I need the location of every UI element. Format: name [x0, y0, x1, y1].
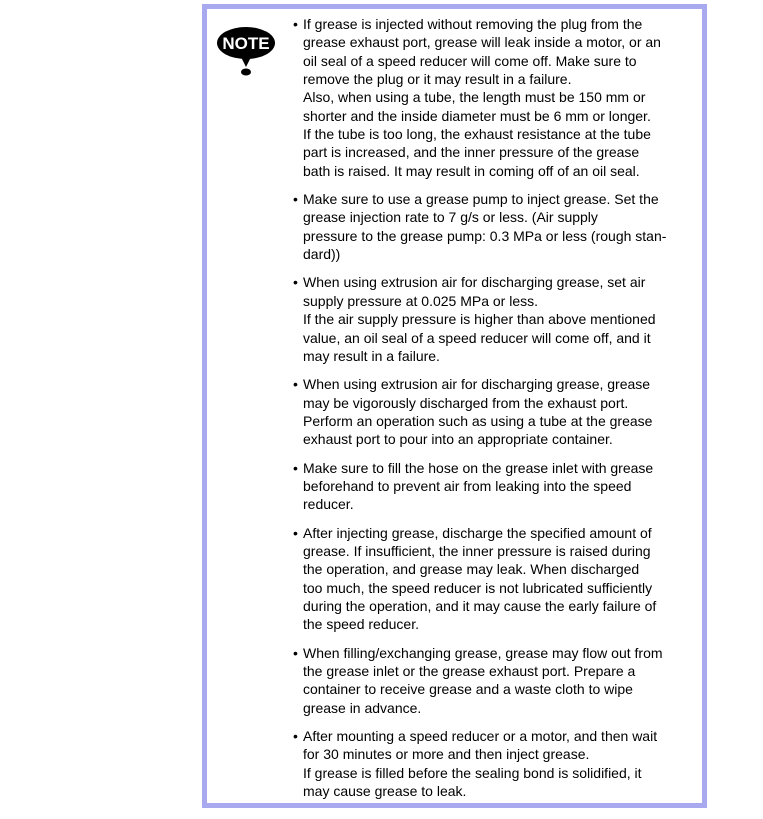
note-text-line: grease. If insufficient, the inner pressure is raised during — [303, 542, 651, 559]
note-text-line: Also, when using a tube, the length must be 150 mm or — [303, 89, 646, 106]
note-text-line: • When filling/exchanging grease, grease may flow out from — [303, 644, 663, 661]
note-item — [292, 15, 697, 180]
note-text-line: • Make sure to fill the hose on the grease inlet with grease — [303, 459, 654, 476]
note-item — [292, 644, 697, 717]
note-label: NOTE — [222, 34, 270, 53]
note-text-line: bath is raised. It may result in coming off of an oil seal. — [303, 162, 640, 179]
note-text-line: grease injection rate to 7 g/s or less. (Air supply — [303, 209, 598, 226]
note-text-line: oil seal of a speed reducer will come off. Make sure to — [303, 52, 637, 69]
note-text-line: during the operation, and it may cause the early failure of — [303, 597, 657, 614]
note-text-line: If the tube is too long, the exhaust resistance at the tube — [303, 126, 651, 143]
note-text-line: too much, the speed reducer is not lubricated sufficiently — [303, 579, 653, 596]
note-item — [292, 727, 697, 800]
note-text-line: Perform an operation such as using a tube at the grease — [303, 412, 653, 429]
note-text-line: dard)) — [303, 246, 341, 263]
note-text-line: exhaust port to pour into an appropriate container. — [303, 431, 613, 448]
note-text-line: the operation, and grease may leak. When discharged — [303, 561, 640, 578]
note-item — [292, 459, 697, 514]
note-text-line: beforehand to prevent air from leaking into the speed — [303, 477, 632, 494]
note-text-line: may be vigorously discharged from the exhaust port. — [303, 394, 629, 411]
note-item — [292, 190, 697, 263]
note-text-line: If the air supply pressure is higher than above mentioned — [303, 311, 656, 328]
note-text-line: value, an oil seal of a speed reducer will come off, and it — [303, 329, 651, 346]
note-text-line: grease exhaust port, grease will leak inside a motor, or an — [303, 34, 661, 51]
note-text-line: may result in a failure. — [303, 347, 440, 364]
note-text-line: may cause grease to leak. — [303, 783, 467, 800]
note-text-line: grease in advance. — [303, 699, 422, 716]
note-text-line: • After mounting a speed reducer or a motor, and then wait — [303, 728, 658, 745]
note-list — [292, 15, 697, 810]
note-text-line: the speed reducer. — [303, 616, 419, 633]
note-text-line: • When using extrusion air for discharging grease, set air — [303, 274, 646, 291]
note-text-line: If grease is filled before the sealing bond is solidified, it — [303, 764, 642, 781]
note-text-line: • If grease is injected without removing the plug from the — [303, 16, 643, 32]
note-item — [292, 273, 697, 365]
note-text-line: • After injecting grease, discharge the specified amount of — [303, 524, 652, 541]
note-text-line: • Make sure to use a grease pump to inject grease. Set the — [303, 191, 659, 208]
note-text-line: • When using extrusion air for discharging grease, grease — [303, 376, 651, 393]
note-speech-bubble-icon — [216, 25, 276, 79]
note-text-line: part is increased, and the inner pressure of the grease — [303, 144, 640, 161]
note-text-line: the grease inlet or the grease exhaust port. Prepare a — [303, 663, 636, 679]
note-text-line: reducer. — [303, 496, 354, 513]
note-item — [292, 375, 697, 448]
note-text-line: container to receive grease and a waste cloth to wipe — [303, 681, 633, 698]
note-text-line: pressure to the grease pump: 0.3 MPa or less (rough stan- — [303, 227, 667, 244]
note-box — [202, 4, 707, 808]
note-item — [292, 524, 697, 634]
note-text-line: supply pressure at 0.025 MPa or less. — [303, 292, 539, 309]
note-text-line: remove the plug or it may result in a failure. — [303, 71, 572, 88]
note-text-line: for 30 minutes or more and then inject grease. — [303, 746, 590, 763]
note-text-line: shorter and the inside diameter must be 6 mm or longer. — [303, 107, 651, 124]
